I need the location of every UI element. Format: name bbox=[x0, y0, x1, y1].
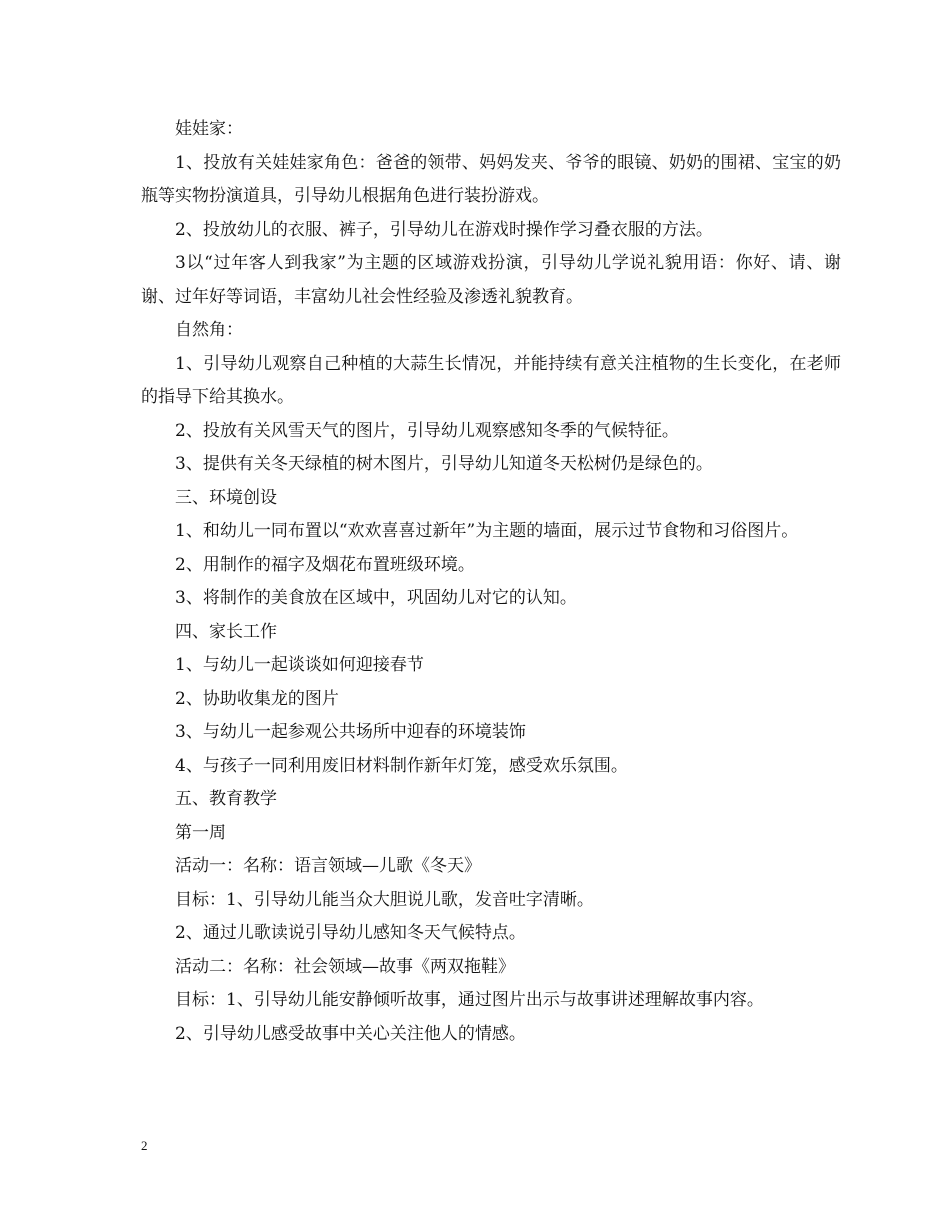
paragraph: 2、用制作的福字及烟花布置班级环境。 bbox=[175, 554, 475, 575]
paragraph: 目标：1、引导幼儿能安静倾听故事，通过图片出示与故事讲述理解故事内容。 bbox=[175, 990, 764, 1010]
paragraph: 1、投放有关娃娃家角色：爸爸的领带、妈妈发夹、爷爷的眼镜、奶奶的围裙、宝宝的奶瓶等实物扮演道具，引导幼儿根据角色进行装扮游戏。 bbox=[141, 152, 841, 206]
activity-title: 活动一：名称：语言领域—儿歌《冬天》 bbox=[175, 856, 481, 876]
paragraph: 2、协助收集龙的图片 bbox=[175, 688, 339, 709]
document-body bbox=[141, 113, 841, 1051]
section-heading-teaching: 五、教育教学 bbox=[175, 789, 277, 809]
paragraph: 2、投放幼儿的衣服、裤子，引导幼儿在游戏时操作学习叠衣服的方法。 bbox=[175, 219, 713, 240]
paragraph: 4、与孩子一同利用废旧材料制作新年灯笼，感受欢乐氛围。 bbox=[175, 755, 628, 776]
paragraph-nature-corner-heading: 自然角： bbox=[175, 320, 243, 340]
paragraph: 3以“过年客人到我家”为主题的区域游戏扮演，引导幼儿学说礼貌用语：你好、请、谢谢、过年好等词语，丰富幼儿社会性经验及渗透礼貌教育。 bbox=[141, 253, 841, 307]
paragraph: 2、通过儿歌读说引导幼儿感知冬天气候特点。 bbox=[175, 923, 526, 943]
week-heading: 第一周 bbox=[175, 822, 226, 843]
paragraph: 1、与幼儿一起谈谈如何迎接春节 bbox=[175, 655, 424, 675]
paragraph: 3、提供有关冬天绿植的树木图片，引导幼儿知道冬天松树仍是绿色的。 bbox=[175, 454, 713, 474]
section-heading-parents: 四、家长工作 bbox=[175, 621, 277, 642]
paragraph-wawajia-heading: 娃娃家： bbox=[175, 119, 243, 139]
paragraph: 2、引导幼儿感受故事中关心关注他人的情感。 bbox=[175, 1023, 526, 1044]
paragraph: 3、将制作的美食放在区域中，巩固幼儿对它的认知。 bbox=[175, 588, 577, 608]
activity-title: 活动二：名称：社会领域—故事《两双拖鞋》 bbox=[175, 956, 515, 977]
page-number: 2 bbox=[141, 1138, 148, 1153]
paragraph: 目标：1、引导幼儿能当众大胆说儿歌，发音吐字清晰。 bbox=[175, 889, 594, 910]
paragraph: 3、与幼儿一起参观公共场所中迎春的环境装饰 bbox=[175, 722, 526, 742]
paragraph: 2、投放有关风雪天气的图片，引导幼儿观察感知冬季的气候特征。 bbox=[175, 420, 679, 441]
section-heading-environment: 三、环境创设 bbox=[175, 487, 277, 508]
paragraph: 1、引导幼儿观察自己种植的大蒜生长情况，并能持续有意关注植物的生长变化，在老师的指导下给其换水。 bbox=[141, 353, 841, 407]
paragraph: 1、和幼儿一同布置以“欢欢喜喜过新年”为主题的墙面，展示过节食物和习俗图片。 bbox=[175, 521, 799, 541]
